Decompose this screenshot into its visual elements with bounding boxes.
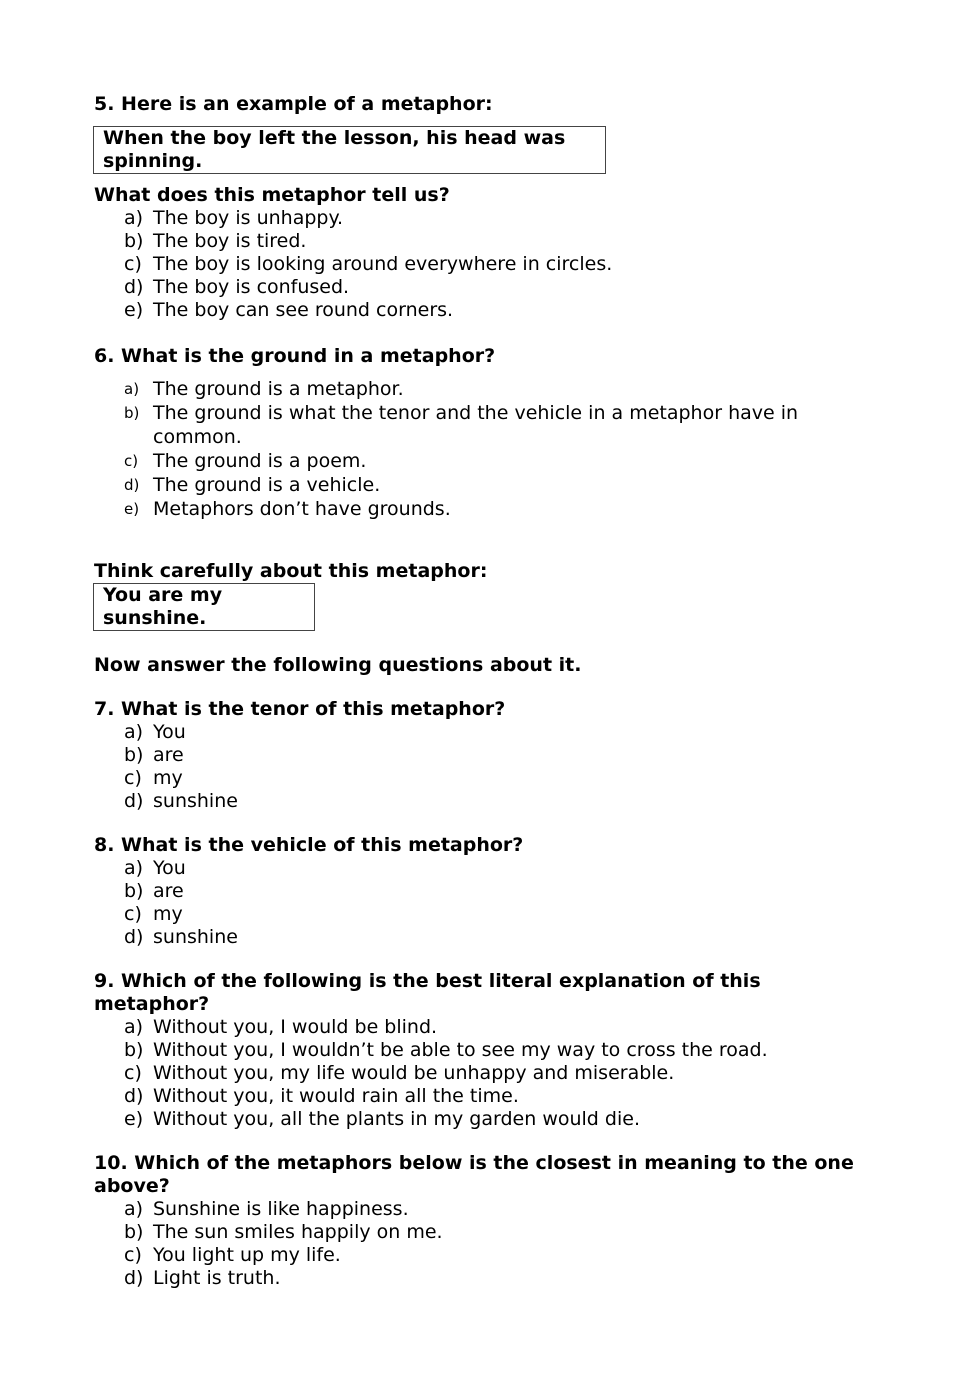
- option-text: Light is truth.: [153, 1267, 281, 1289]
- option-label: b): [124, 1221, 144, 1243]
- q5-option-d[interactable]: [94, 276, 894, 299]
- q10-option-a[interactable]: [94, 1198, 894, 1221]
- option-text: Without you, it would rain all the time.: [153, 1085, 519, 1107]
- intro-metaphor-box: You are my sunshine.: [93, 583, 315, 631]
- q9-option-e[interactable]: [94, 1108, 894, 1131]
- option-label: c): [124, 767, 142, 789]
- q7-option-b[interactable]: [94, 744, 694, 767]
- q8-option-d[interactable]: [94, 926, 694, 949]
- q7-option-d[interactable]: [94, 790, 694, 813]
- q9-option-d[interactable]: [94, 1085, 894, 1108]
- q7-option-c[interactable]: [94, 767, 694, 790]
- option-label: c): [124, 903, 142, 925]
- option-text: are: [153, 744, 184, 766]
- q7-options: [94, 721, 694, 813]
- q5-option-a[interactable]: [94, 207, 894, 230]
- option-label: d): [124, 790, 144, 812]
- option-text: Without you, I wouldn’t be able to see my way to cross the road.: [153, 1039, 768, 1061]
- q6-option-e[interactable]: [94, 498, 834, 522]
- option-label: e): [124, 1108, 144, 1130]
- q8-option-b[interactable]: [94, 880, 694, 903]
- q5-options: [94, 207, 894, 322]
- option-text: The boy is unhappy.: [153, 207, 344, 229]
- option-label: c): [124, 1244, 142, 1266]
- q5-prompt: What does this metaphor tell us?: [94, 184, 450, 206]
- q10-title: 10. Which of the metaphors below is the closest in meaning to the one above?: [94, 1152, 854, 1197]
- q10-option-d[interactable]: [94, 1267, 894, 1290]
- option-label: c): [124, 253, 142, 275]
- q6-option-d[interactable]: [94, 474, 834, 498]
- q9-option-a[interactable]: [94, 1016, 894, 1039]
- option-text: You: [153, 857, 186, 879]
- q6-option-c[interactable]: [94, 450, 834, 474]
- option-text: sunshine: [153, 926, 238, 948]
- option-text: You: [153, 721, 186, 743]
- option-text: Without you, my life would be unhappy and miserable.: [153, 1062, 675, 1084]
- q7-title: 7. What is the tenor of this metaphor?: [94, 698, 506, 720]
- option-text: The sun smiles happily on me.: [153, 1221, 443, 1243]
- option-label: a): [124, 207, 144, 229]
- intro-title: Think carefully about this metaphor:: [94, 560, 488, 582]
- option-label: e): [124, 299, 144, 321]
- q8-options: [94, 857, 694, 949]
- option-label: b): [124, 744, 144, 766]
- option-label: a): [124, 1016, 144, 1038]
- option-label: d): [124, 1085, 144, 1107]
- option-label: b): [124, 1039, 144, 1061]
- option-text: The boy is tired.: [153, 230, 307, 252]
- intro-followup: Now answer the following questions about it.: [94, 654, 582, 676]
- option-text: You light up my life.: [153, 1244, 341, 1266]
- option-label: d): [124, 476, 140, 495]
- option-text: The ground is a poem.: [153, 449, 367, 472]
- option-label: a): [124, 380, 140, 398]
- option-label: d): [124, 276, 144, 298]
- option-label: c): [124, 451, 139, 470]
- q6-options: [94, 378, 834, 522]
- option-label: d): [124, 1267, 144, 1289]
- option-text: The boy is confused.: [153, 276, 350, 298]
- q5-option-c[interactable]: [94, 253, 894, 276]
- q8-title: 8. What is the vehicle of this metaphor?: [94, 834, 524, 856]
- q5-title: 5. Here is an example of a metaphor:: [94, 93, 493, 115]
- q5-option-e[interactable]: [94, 299, 894, 322]
- option-text: The ground is what the tenor and the vehicle in a metaphor have in common.: [153, 402, 799, 448]
- q6-option-b[interactable]: [94, 402, 834, 449]
- q5-option-b[interactable]: [94, 230, 894, 253]
- q10-option-b[interactable]: [94, 1221, 894, 1244]
- option-label: a): [124, 721, 144, 743]
- q10-option-c[interactable]: [94, 1244, 894, 1267]
- option-text: The ground is a vehicle.: [153, 474, 381, 497]
- option-text: are: [153, 880, 184, 902]
- q6-title: 6. What is the ground in a metaphor?: [94, 345, 496, 367]
- option-text: The boy can see round corners.: [153, 299, 454, 321]
- option-text: Sunshine is like happiness.: [153, 1198, 409, 1220]
- q6-option-a[interactable]: [94, 378, 834, 402]
- q7-option-a[interactable]: [94, 721, 694, 744]
- q8-option-c[interactable]: [94, 903, 694, 926]
- q8-option-a[interactable]: [94, 857, 694, 880]
- option-text: Without you, all the plants in my garden would die.: [153, 1108, 640, 1130]
- option-label: b): [124, 404, 140, 423]
- q9-title: 9. Which of the following is the best literal explanation of this metaphor?: [94, 970, 761, 1015]
- option-label: a): [124, 857, 144, 879]
- option-text: Without you, I would be blind.: [153, 1016, 438, 1038]
- option-label: e): [124, 500, 140, 519]
- option-label: b): [124, 880, 144, 902]
- option-text: Metaphors don’t have grounds.: [153, 498, 451, 521]
- option-label: b): [124, 230, 144, 252]
- q9-option-c[interactable]: [94, 1062, 894, 1085]
- option-label: c): [124, 1062, 142, 1084]
- option-text: my: [153, 767, 183, 789]
- q9-option-b[interactable]: [94, 1039, 894, 1062]
- q5-metaphor-box: When the boy left the lesson, his head was spinning.: [93, 126, 606, 174]
- q9-options: [94, 1016, 894, 1131]
- option-text: sunshine: [153, 790, 238, 812]
- option-label: a): [124, 1198, 144, 1220]
- option-text: my: [153, 903, 183, 925]
- option-text: The ground is a metaphor.: [153, 378, 404, 400]
- option-label: d): [124, 926, 144, 948]
- option-text: The boy is looking around everywhere in circles.: [153, 253, 613, 275]
- q10-options: [94, 1198, 894, 1290]
